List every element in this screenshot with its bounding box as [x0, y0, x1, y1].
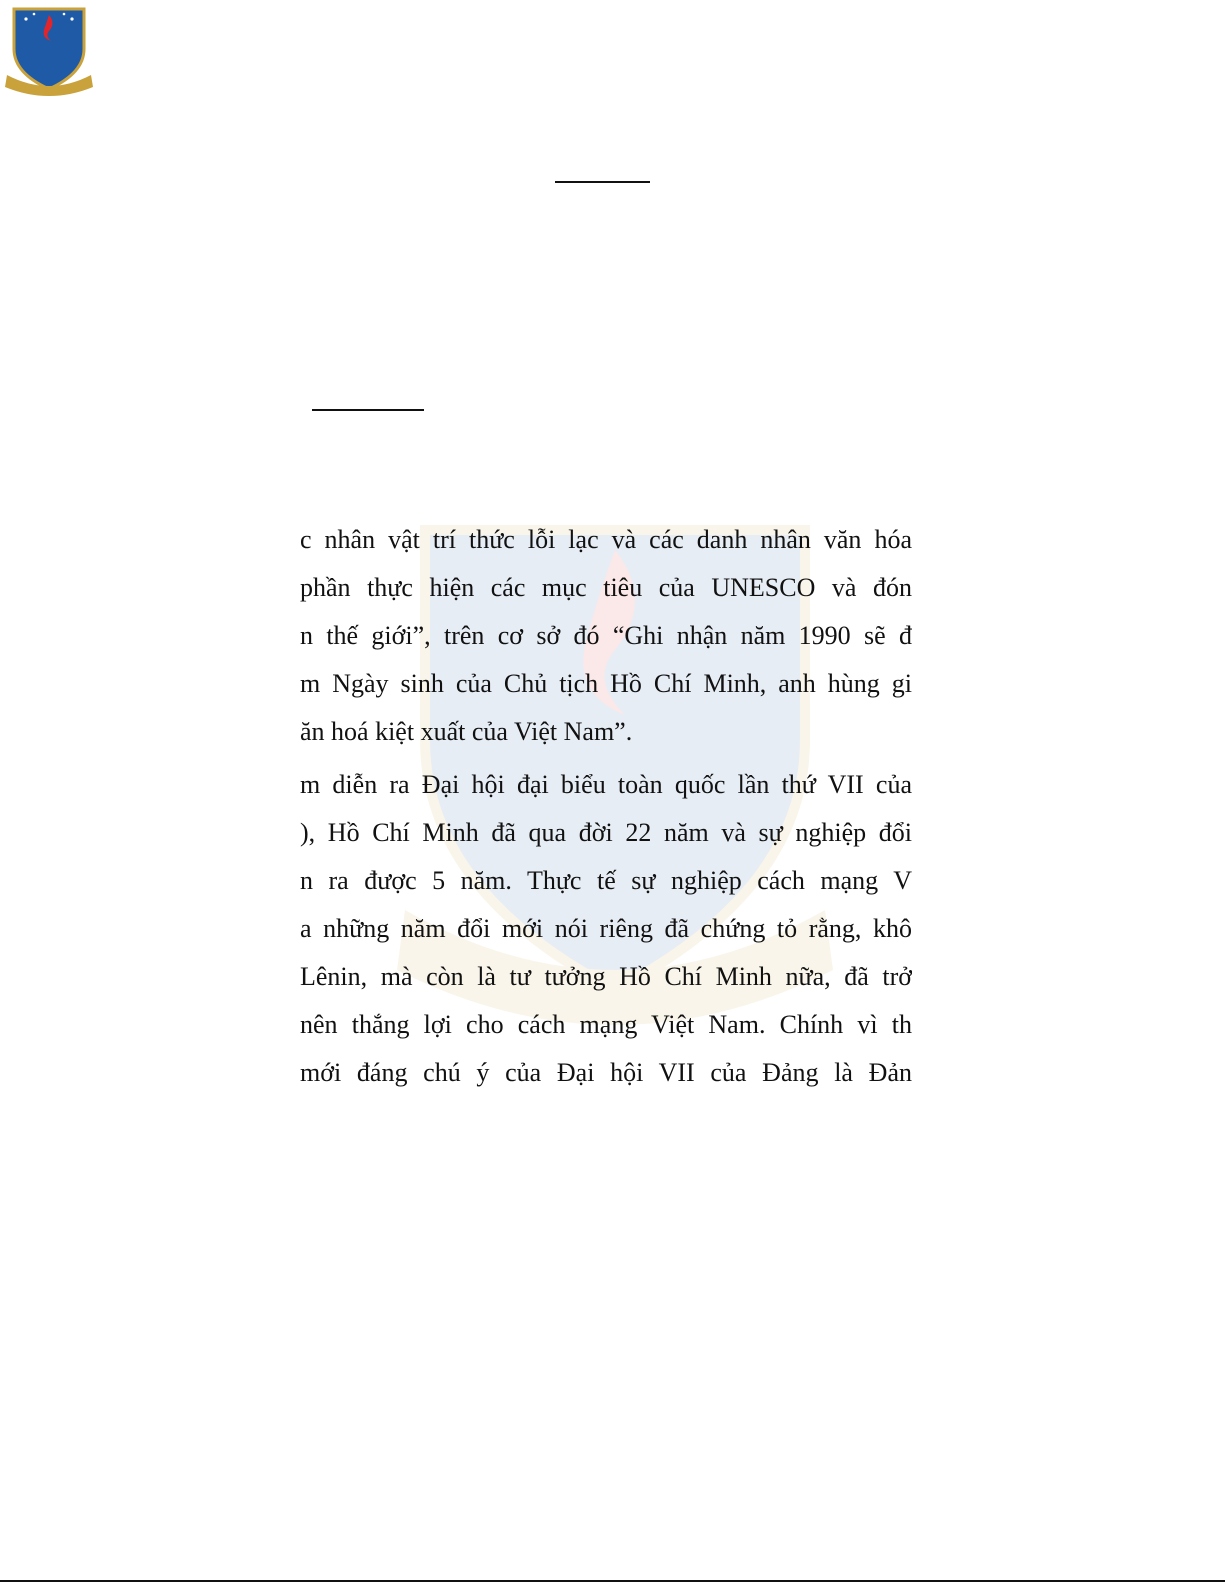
body-text-line: nên thắng lợi cho cách mạng Việt Nam. Chính vì th	[300, 1010, 912, 1039]
body-text-line: n thế giới”, trên cơ sở đó “Ghi nhận năm 1990 sẽ đ	[300, 621, 912, 650]
body-text-line: c nhân vật trí thức lỗi lạc và các danh nhân văn hóa	[300, 525, 912, 554]
university-logo	[4, 3, 94, 98]
body-text-line: m diễn ra Đại hội đại biểu toàn quốc lần thứ VII của	[300, 770, 912, 799]
body-text-line: Lênin, mà còn là tư tưởng Hồ Chí Minh nữa, đã trở	[300, 962, 912, 991]
body-text-line: ), Hồ Chí Minh đã qua đời 22 năm và sự nghiệp đổi	[300, 818, 912, 847]
heading-underline	[312, 409, 424, 411]
ntt-shield-icon	[4, 3, 94, 98]
body-text-line: ăn hoá kiệt xuất của Việt Nam”.	[300, 717, 633, 746]
body-text-line: n ra được 5 năm. Thực tế sự nghiệp cách mạng V	[300, 866, 912, 895]
body-text-line: m Ngày sinh của Chủ tịch Hồ Chí Minh, anh hùng gi	[300, 669, 912, 698]
page-bottom-border	[0, 1580, 1225, 1582]
body-text-line: phần thực hiện các mục tiêu của UNESCO và đón	[300, 573, 912, 602]
title-underline	[555, 181, 650, 183]
body-text-line: a những năm đổi mới nói riêng đã chứng tỏ rằng, khô	[300, 914, 912, 943]
body-text-line: mới đáng chú ý của Đại hội VII của Đảng là Đản	[300, 1058, 912, 1087]
